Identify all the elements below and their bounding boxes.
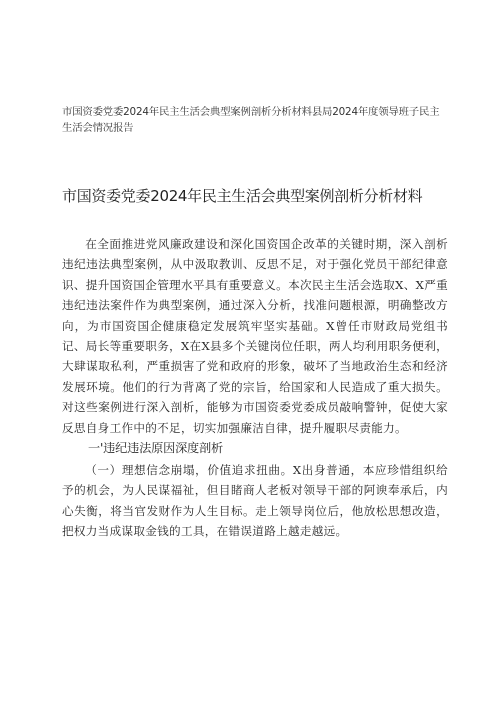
document-title: 市国资委党委2024年民主生活会典型案例剖析分析材料	[62, 187, 423, 205]
subsection-paragraph: （一）理想信念崩塌，价值追求扭曲。X出身普通，本应珍惜组织给予的机会，为人民谋福祉，但目睹商人老板对领导干部的阿谀奉承后，内心失衡，将当官发财作为人生目标。走上领导岗位后，他放松思想改造，把权力当成谋取金钱的工具，在错误道路上越走越远。	[62, 463, 448, 539]
body-paragraph: 在全面推进党风廉政建设和深化国资国企改革的关键时期，深入剖析违纪违法典型案例，从中汲取教训、反思不足，对于强化党员干部纪律意识、提升国资国企管理水平具有重要意义。本次民主生活会选取X、X严重违纪违法案件作为典型案例，通过深入分析，找准问题根源，明确整改方向，为市国资国企健康稳定发展筑牢坚实基础。X曾任市财政局党组书记、局长等重要职务，X在X县多个关键岗位任职，两人均利用职务便利，大肆谋取私利，严重损害了党和政府的形象，破坏了当地政治生态和经济发展环境。他们的行为背离了党的宗旨，给国家和人民造成了重大损失。对这些案例进行深入剖析，能够为市国资委党委成员敲响警钟，促使大家反思自身工作中的不足，切实加强廉洁自律，提升履职尽责能力。	[62, 237, 448, 435]
section-heading: 一'违纪违法原因深度剖析	[88, 441, 224, 456]
header-note: 市国资委党委2024年民主生活会典型案例剖析分析材料县局2024年度领导班子民主生活会情况报告	[62, 106, 440, 134]
document-body	[62, 234, 448, 542]
